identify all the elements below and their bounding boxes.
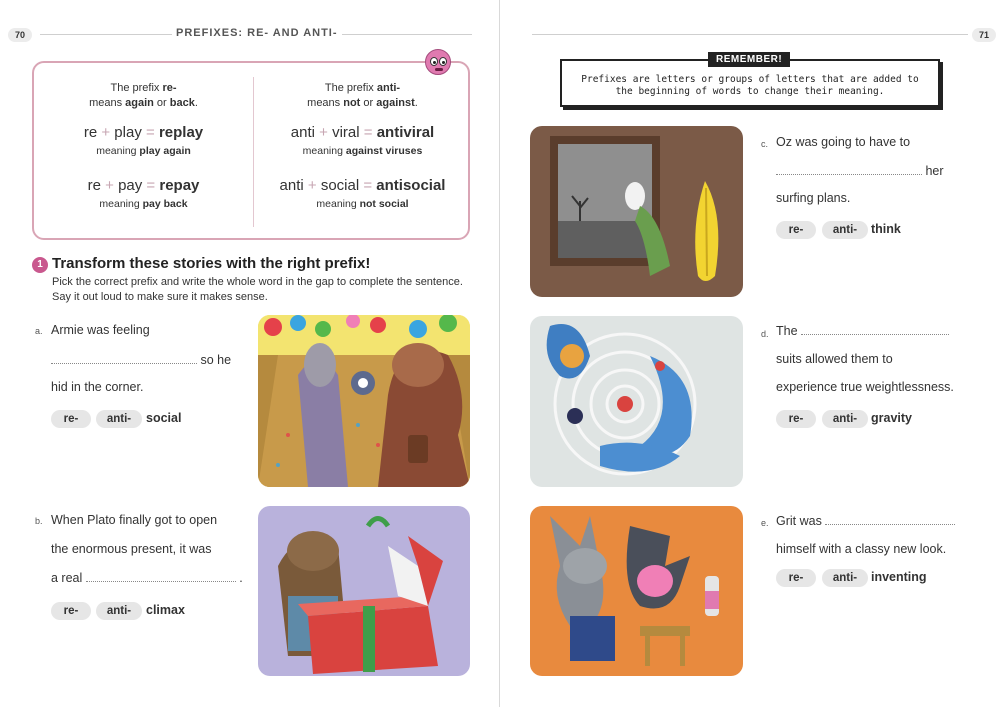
- question-b-line3: a real .: [51, 571, 243, 585]
- question-c-line1: Oz was going to have to: [776, 135, 911, 149]
- question-e-anti-chip[interactable]: anti-: [822, 569, 868, 587]
- question-a-re-chip[interactable]: re-: [51, 410, 91, 428]
- anti-example-1-meaning: meaning against viruses: [302, 145, 423, 157]
- question-e-line1: Grit was: [776, 513, 955, 528]
- surfboard-window-illustration: [530, 126, 743, 297]
- question-b-anti-chip[interactable]: anti-: [96, 602, 142, 620]
- re-rule-column: [34, 81, 253, 210]
- question-e-root-word: inventing: [871, 570, 927, 584]
- re-example-1: re + play = replay: [83, 124, 204, 141]
- prefix-rule-box: [32, 61, 470, 240]
- anti-example-2-meaning: meaning not social: [316, 198, 409, 210]
- question-a-root-word: social: [146, 411, 182, 425]
- question-d-root-word: gravity: [871, 411, 912, 425]
- re-example-1-meaning: meaning play again: [96, 145, 191, 157]
- re-example-2-meaning: meaning pay back: [99, 198, 188, 210]
- page-title: PREFIXES: RE- AND ANTI-: [172, 27, 342, 39]
- present-illustration: [258, 506, 470, 676]
- question-b-line1: When Plato finally got to open: [51, 513, 218, 527]
- question-d-re-chip[interactable]: re-: [776, 410, 816, 428]
- party-illustration: [258, 315, 470, 487]
- question-b-line2: the enormous present, it was: [51, 542, 212, 556]
- question-c-root-word: think: [871, 222, 901, 236]
- question-c-answer-gap[interactable]: [776, 163, 922, 175]
- anti-rule-column: [253, 81, 472, 210]
- space-orbit-illustration: [530, 316, 743, 487]
- question-c-line2: her: [776, 163, 944, 178]
- mascot-face-icon: [425, 49, 451, 75]
- re-example-2: re + pay = repay: [87, 177, 200, 194]
- question-a-line1: Armie was feeling: [51, 323, 150, 337]
- re-intro: The prefix re- means again or back.: [89, 82, 198, 109]
- remember-text: Prefixes are letters or groups of letters that are added to the beginning of words to change their meaning.: [581, 74, 919, 97]
- anti-example-2: anti + social = antisocial: [279, 177, 446, 194]
- question-c-letter: c.: [761, 139, 769, 149]
- question-d-line2: suits allowed them to: [776, 352, 893, 366]
- question-e-re-chip[interactable]: re-: [776, 569, 816, 587]
- question-d-line1: The: [776, 323, 949, 338]
- question-a-letter: a.: [35, 326, 43, 336]
- question-c-anti-chip[interactable]: anti-: [822, 221, 868, 239]
- activity-title: Transform these stories with the right prefix!: [52, 255, 371, 272]
- anti-example-1: anti + viral = antiviral: [290, 124, 435, 141]
- question-c-re-chip[interactable]: re-: [776, 221, 816, 239]
- question-b-root-word: climax: [146, 603, 185, 617]
- question-e-answer-gap[interactable]: [825, 513, 955, 525]
- question-a-anti-chip[interactable]: anti-: [96, 410, 142, 428]
- page-number-right: 71: [972, 28, 996, 42]
- question-a-line3: hid in the corner.: [51, 380, 144, 394]
- question-a-answer-gap[interactable]: [51, 352, 197, 364]
- question-b-answer-gap[interactable]: [86, 570, 236, 582]
- makeover-illustration: [530, 506, 743, 676]
- question-d-line3: experience true weightlessness.: [776, 380, 954, 394]
- header-rule-right: [532, 34, 968, 35]
- activity-number-badge: 1: [32, 257, 48, 273]
- question-c-line3: surfing plans.: [776, 191, 851, 205]
- anti-intro: The prefix anti- means not or against.: [307, 82, 418, 109]
- question-e-letter: e.: [761, 518, 769, 528]
- question-d-anti-chip[interactable]: anti-: [822, 410, 868, 428]
- question-d-letter: d.: [761, 329, 769, 339]
- page-number-left: 70: [8, 28, 32, 42]
- question-b-re-chip[interactable]: re-: [51, 602, 91, 620]
- question-b-letter: b.: [35, 516, 43, 526]
- question-a-line2: so he: [51, 352, 231, 367]
- remember-tag: REMEMBER!: [708, 52, 790, 67]
- activity-instructions: Pick the correct prefix and write the whole word in the gap to complete the sentence. Say it out loud to make sure it makes sense.: [52, 276, 463, 303]
- question-d-answer-gap[interactable]: [801, 323, 949, 335]
- question-e-line2: himself with a classy new look.: [776, 542, 947, 556]
